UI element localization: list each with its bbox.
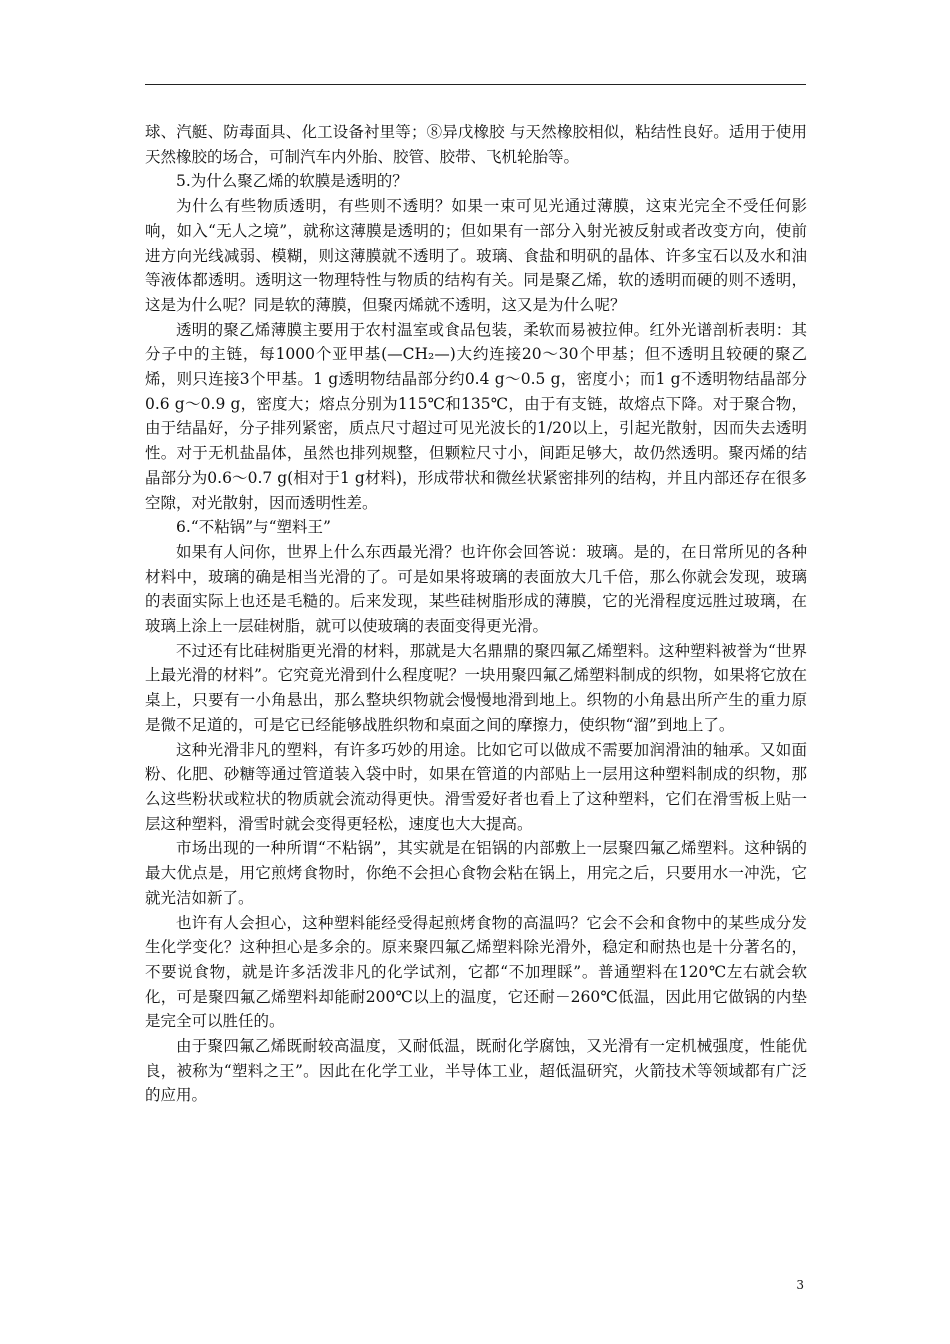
- paragraph: 由于聚四氟乙烯既耐较高温度，又耐低温，既耐化学腐蚀，又光滑有一定机械强度，性能优良，被称为“塑料之王”。因此在化学工业，半导体工业，超低温研究，火箭技术等领域都有广泛的应用。: [145, 1037, 807, 1105]
- header-rule: [145, 84, 806, 85]
- body-text: [145, 120, 807, 1108]
- paragraph: 也许有人会担心，这种塑料能经受得起煎烤食物的高温吗？它会不会和食物中的某些成分发生化学变化？这种担心是多余的。原来聚四氟乙烯塑料除光滑外，稳定和耐热也是十分著名的，不要说食物，就是许多活泼非凡的化学试剂，它都“不加理睬”。普通塑料在120℃左右就会软化，可是聚四氟乙烯塑料却能耐200℃以上的温度，它还耐－260℃低温，因此用它做锅的内垫是完全可以胜任的。: [145, 913, 807, 1031]
- section-heading-5: 5.为什么聚乙烯的软膜是透明的？: [176, 172, 408, 191]
- paragraph-continuation: 球、汽艇、防毒面具、化工设备衬里等；⑧异戊橡胶 与天然橡胶相似，粘结性良好。适用于使用天然橡胶的场合，可制汽车内外胎、胶管、胶带、飞机轮胎等。: [145, 123, 807, 166]
- paragraph: 市场出现的一种所谓“不粘锅”，其实就是在铝锅的内部敷上一层聚四氟乙烯塑料。这种锅的最大优点是，用它煎烤食物时，你绝不会担心食物会粘在锅上，用完之后，只要用水一冲洗，它就光洁如新了。: [145, 839, 807, 907]
- section-heading-6: 6.“不粘锅”与“塑料王”: [176, 518, 331, 537]
- paragraph: 这种光滑非凡的塑料，有许多巧妙的用途。比如它可以做成不需要加润滑油的轴承。又如面粉、化肥、砂糖等通过管道装入袋中时，如果在管道的内部贴上一层用这种塑料制成的织物，那么这些粉状或粒状的物质就会流动得更快。滑雪爱好者也看上了这种塑料，它们在滑雪板上贴一层这种塑料，滑雪时就会变得更轻松，速度也大大提高。: [145, 740, 807, 833]
- paragraph: 为什么有些物质透明，有些则不透明？如果一束可见光通过薄膜，这束光完全不受任何影响，如入“无人之境”，就称这薄膜是透明的；但如果有一部分入射光被反射或者改变方向，使前进方向光线减弱、模糊，则这薄膜就不透明了。玻璃、食盐和明矾的晶体、许多宝石以及水和油等液体都透明。透明这一物理特性与物质的结构有关。同是聚乙烯，软的透明而硬的则不透明，这是为什么呢？同是软的薄膜，但聚丙烯就不透明，这又是为什么呢？: [145, 197, 807, 314]
- page-number: 3: [796, 1278, 804, 1292]
- paragraph: 透明的聚乙烯薄膜主要用于农村温室或食品包装，柔软而易被拉伸。红外光谱剖析表明：其分子中的主链，每1000个亚甲基(—CH₂—)大约连接20～30个甲基；但不透明且较硬的聚乙烯，则只连接3个甲基。1 g透明物结晶部分约0.4 g～0.5 g，密度小；而1 g不透明物结晶部分0.6 g～0.9 g，密度大；熔点分别为115℃和135℃，由于有支链，故熔点下降。对于聚合物，由于结晶好，分子排列紧密，质点尺寸超过可见光波长的1/20以上，引起光散射，因而失去透明性。对于无机盐晶体，虽然也排列规整，但颗粒尺寸小，间距足够大，故仍然透明。聚丙烯的结晶部分为0.6～0.7 g(相对于1 g材料)，形成带状和微丝状紧密排列的结构，并且内部还存在很多空隙，对光散射，因而透明性差。: [145, 320, 807, 512]
- paragraph: 如果有人问你，世界上什么东西最光滑？也许你会回答说：玻璃。是的，在日常所见的各种材料中，玻璃的确是相当光滑的了。可是如果将玻璃的表面放大几千倍，那么你就会发现，玻璃的表面实际上也还是毛糙的。后来发现，某些硅树脂形成的薄膜，它的光滑程度远胜过玻璃，在玻璃上涂上一层硅树脂，就可以使玻璃的表面变得更光滑。: [145, 542, 807, 636]
- paragraph: 不过还有比硅树脂更光滑的材料，那就是大名鼎鼎的聚四氟乙烯塑料。这种塑料被誉为“世界上最光滑的材料”。它究竟光滑到什么程度呢？一块用聚四氟乙烯塑料制成的织物，如果将它放在桌上，只要有一小角悬出，那么整块织物就会慢慢地滑到地上。织物的小角悬出所产生的重力原是微不足道的，可是它已经能够战胜织物和桌面之间的摩擦力，使织物“溜”到地上了。: [145, 641, 807, 734]
